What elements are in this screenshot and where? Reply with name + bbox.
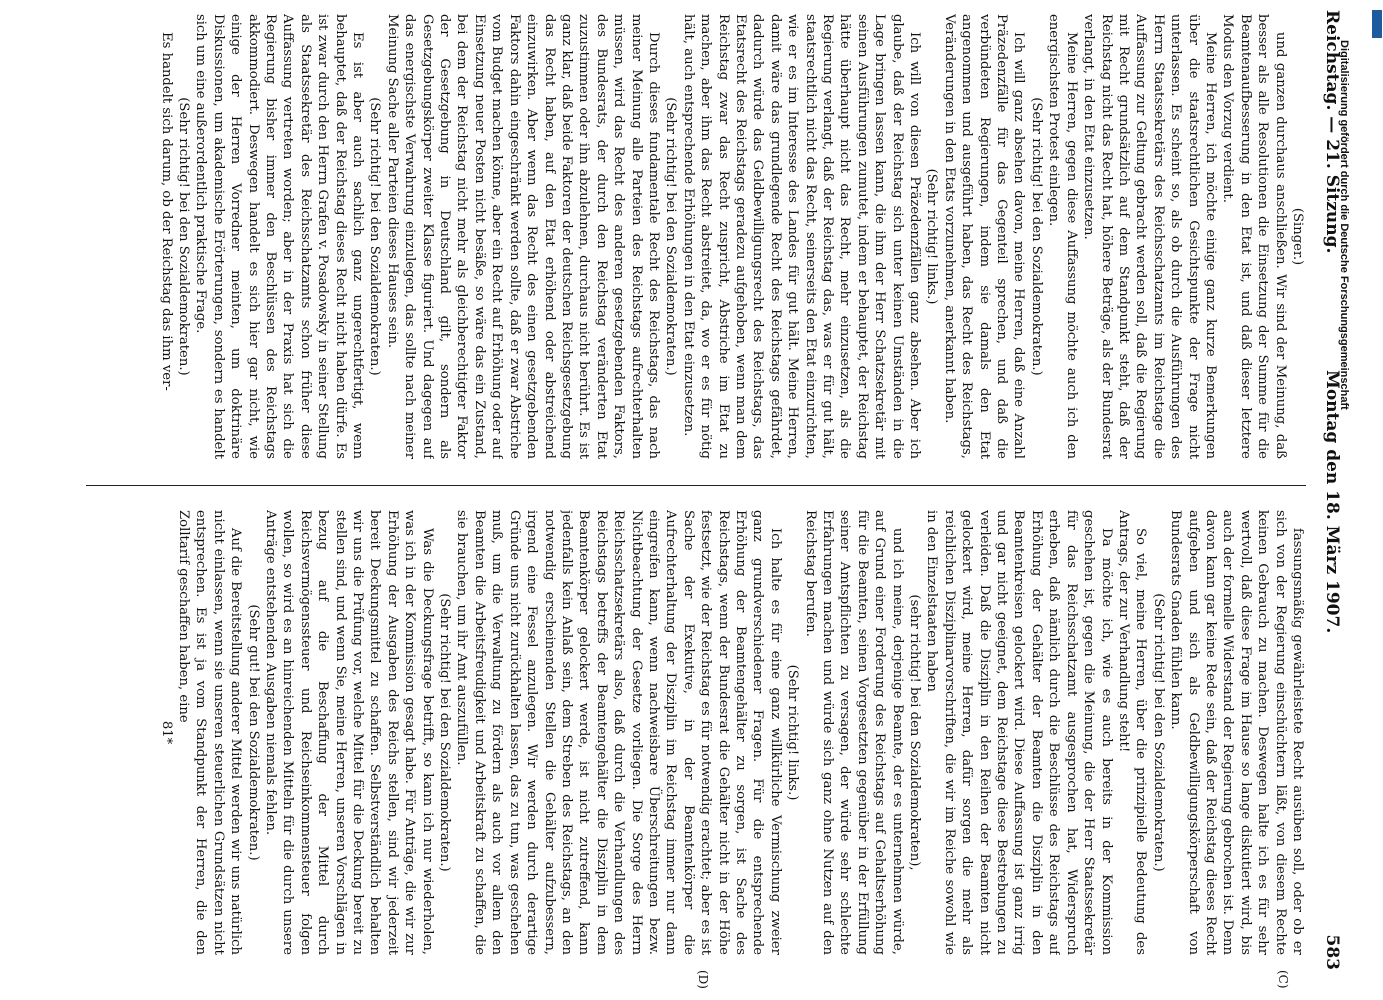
page-number: 583 <box>1322 934 1342 970</box>
paragraph: und ganzen durchaus anschließen. Wir sind der Meinung, daß besser als alle Resolutionen die Einsetzung der Summe für die Beamtenaufbesserung in den Etat ist, und daß dieser letztere Modus den Vorzug verdient. <box>1220 14 1288 459</box>
paragraph: und ich meine, derjenige Beamte, der es unternehmen würde, auf Grund einer Forderung des Reichstags auf Gehaltserhöhung für die Beamten, seinen Vorgesetzten gegenüber in der Erfüllung seiner Amtspflichten zu versagen, der würde sehr schlechte Erfahrungen machen und würde sich ganz ohne Nutzen auf den Reichstag berufen. <box>802 510 905 955</box>
paragraph: Meine Herren, gegen diese Auffassung möchte auch ich den energischsten Protest einlegen. <box>1046 14 1079 459</box>
interjection: (sehr richtig! bei den Sozialdemokraten), <box>907 594 923 871</box>
interjection: (Sehr richtig! links.) <box>785 664 801 801</box>
interjection: (Sehr richtig! bei den Sozialdemokraten.) <box>1028 97 1044 376</box>
paragraph: Es handelt sich darum, ob der Reichstag das ihm ver- <box>158 32 174 391</box>
paragraph: Da möchte ich, wie es auch bereits in der Kommission geschehen ist, gegen die Meinung, die der Herr Staatssekretär für das Reichsschatzamt ausgesprochen hat, Widerspruch erheben, daß nämlich durch die Beschlüsse des Reichstags auf Erhöhung der Gehälter der Beamten die Disziplin in den Beamtenkreisen gelockert wird. Diese Auffassung ist ganz irrig und gar nicht geeignet, dem Reichstage diese Bestrebungen zu verleiden. Daß die Disziplin in den Reihen der Beamten nicht gelockert wird, meine Herren, dafür sorgen die mehr als reichlichen Disziplinarvorschriften, die wir im Reiche sowohl wie in den Einzelstaaten haben <box>924 510 1114 955</box>
paragraph: Ich halte es für eine ganz willkürliche Vermischung zweier ganz grundverschiedener Fragen. Für die entsprechende Erhöhung der Beamtengehälter zu sorgen, ist Sache des Reichstags, wenn der Bundesrat die Gehälter nicht in der Höhe festsetzt, wie der Reichstag es für notwendig erachtet; aber es ist Sache der Exekutive, in der Beamtenkörper die Aufrechterhaltung der Disziplin im Reichstag immer nur dann eingreifen kann, wenn nachweisbare Überschreitungen bezw. Nichtbeachtung der Gesetze vorliegen. Die Sorge des Herrn Reichsschatzsekretärs also, daß durch die Verhandlungen des Reichstags betreffs der Beamtengehälter die Disziplin in dem Beamtenkörper gelockert werde, ist nicht zutreffend, kann jedenfalls kein Anlaß sein, dem Streben des Reichstags, an den notwendig erscheinenden Stellen die Gehälter aufzubessern, irgend eine Fessel anzulegen. Wir werden durch derartige Gründe uns nicht zurückhalten lassen, das zu tun, was geschehen muß, um die Verwaltung zu fördern als auch vor allem den Beamten die Arbeitsfreudigkeit und Arbeitskraft zu schaffen, die sie brauchen, um ihr Amt auszufüllen. <box>454 510 783 955</box>
paragraph: Ich will ganz absehen davon, meine Herren, daß eine Anzahl Präzedenzfälle für das Gegenteil sprechen, und daß die verbündeten Regierungen, indem sie damals den Etat angenommen und ausgeführt haben, das Recht des Reichstags, Veränderungen in den Etats vorzunehmen, anerkannt haben. <box>941 14 1027 459</box>
paragraph: fassungsmäßig gewährleistete Recht ausüben soll, oder ob er sich von der Regierung einschüchtern läßt, von diesem Rechte keinen Gebrauch zu machen. Deswegen halte ich es für sehr wertvoll, daß diese Frage im Hause so lange diskutiert wird, bis auch der formelle Widerstand der Regierung gebrochen ist. Denn davon kann gar keine Rede sein, daß der Reichstag dieses Recht aufgeben und sich als Geldbewilligungskörperschaft von Bundesrats Gnaden fühlen kann. <box>1168 510 1305 955</box>
interjection: (Sehr richtig! bei den Sozialdemokraten.) <box>1150 593 1166 872</box>
paragraph: Ich will von diesen Präzedenzfällen ganz absehen. Aber ich glaube, daß der Reichstag sich unter keinen Umständen in die Lage bringen lassen kann, die ihm der Herr Schatzsekretär mit seinen Ausführungen zumutet, indem er behauptet, der Reichstag hätte überhaupt nicht das Recht, mehr einzusetzen, als die Regierung verlangt, daß der Reichstag das, was er für gut hält, staatsrechtlich nicht das Recht, seinerseits den Etat einzurichten, wie er es im Interesse des Landes für gut hält. Meine Herren, damit wäre das grundlegende Recht des Reichstags gefährdet, dadurch würde das Geldbewilligungsrecht des Reichstags, das Etatsrecht des Reichstags geradezu aufgehoben, wenn man dem Reichstag zwar das Recht zuspricht, Abstriche im Etat zu machen, aber ihm das Recht abstreitet, da, wo er es für nötig hält, auch entsprechende Erhöhungen in den Etat einzusetzen. <box>680 14 923 459</box>
column-divider <box>86 485 1306 486</box>
interjection: 81* <box>158 720 174 745</box>
rotated-page-content <box>60 10 1350 989</box>
left-column <box>76 14 1306 459</box>
paragraph: So viel, meine Herren, über die prinzipielle Bedeutung des Antrags, der zur Verhandlung steht! <box>1115 510 1149 955</box>
interjection: (Singer.) <box>1290 207 1305 266</box>
margin-mark-c: (C) <box>1276 970 1290 989</box>
header-date: Montag den 18. März 1907. <box>1322 370 1342 634</box>
interjection: (Sehr richtig! bei den Sozialdemokraten.) <box>367 97 383 376</box>
interjection: (Sehr richtig! bei den Sozialdemokraten.) <box>437 593 453 872</box>
paragraph: Es ist aber auch sachlich ganz ungerechtfertigt, wenn behauptet, daß der Reichstag dieses Recht nicht haben dürfe. Es ist zwar durch den Herrn Grafen v. Posadowsky in seiner Stellung als Staatssekretär des Reichsschatzamts schon früher diese Auffassung vertreten worden; aber in der Praxis hat sich die Regierung bisher immer den Beschlüssen des Reichstags akkommodiert. Deswegen handelt es sich hier gar nicht, wie einige der Herren Vorredner meinten, um doktrinäre Diskussionen, um akademische Erörterungen, sondern es handelt sich um eine außerordentlich praktische Frage. <box>193 14 366 459</box>
header-left: Reichstag. — 21. Sitzung. <box>1322 10 1342 254</box>
interjection: (Sehr richtig! bei den Sozialdemokraten.) <box>176 97 191 376</box>
margin-mark-d: (D) <box>696 970 710 989</box>
interjection: (Sehr richtig! links.) <box>924 168 940 305</box>
dfg-logo <box>1372 10 1382 38</box>
paragraph: Durch dieses fundamentale Recht des Reichstags, das nach meiner Meinung alle Parteien des Reichstags aufrechterhalten müssen, wird das Recht des anderen gesetzgebenden Faktors, des Bundesrats, der durch den Reichstag veränderten Etat zuzustimmen oder ihn abzulehnen, durchaus nicht berührt. Es ist ganz klar, daß beide Faktoren der deutschen Reichsgesetzgebung das Recht haben, auf den Etat erhöhend oder abstreichend einzuwirken. Aber wenn das Recht des einen gesetzgebenden Faktors dahin eingeschränkt werden sollte, daß er zwar Abstriche vom Budget machen könne, aber ein Recht auf Erhöhung oder auf Einsetzung neuer Posten nicht besäße, so wäre das ein Zustand, bei dem der Reichstag nicht mehr als gleichberechtigter Faktor der Gesetzgebung in Deutschland gilt, sondern als Gesetzgebungskörper zweiter Klasse figuriert. Und dagegen auf das energischste Verwahrung einzulegen, das sollte nach meiner Meinung Sache aller Parteien dieses Hauses sein. <box>384 14 661 459</box>
paragraph: Auf die Bereitstellung anderer Mittel werden wir uns natürlich nicht einlassen, wenn sie unseren steuerlichen Grundsätzen nicht entsprechen. Es ist ja vom Standpunkt der Herren, die den Zolltarif geschaffen haben, eine <box>176 510 244 955</box>
interjection: (Sehr richtig! bei den Sozialdemokraten.) <box>663 97 679 376</box>
paragraph: Was die Deckungsfrage betrifft, so kann ich nur wiederholen, was ich in der Kommission gesagt habe. Für Anträge, die wir zur Erhöhung der Ausgaben des Reichs stellen, sind wir jederzeit bereit Deckungsmittel zu schaffen. Selbstverständlich behalten wir uns die Prüfung vor, welche Mittel für die Deckung bereit zu stellen sind, und wenn Sie, meine Herren, unseren Vorschlägen in bezug auf die Beschaffung der Mittel durch Reichsvermögenssteuer und Reichseinkommensteuer folgen wollen, so wird es an hinreichenden Mitteln für die durch unsere Anträge entstehenden Ausgaben niemals fehlen. <box>263 510 435 955</box>
paragraph: Meine Herren, ich möchte einige ganz kurze Bemerkungen über die staatsrechtlichen Gesichtspunkte der Frage nicht unterlassen. Es scheint so, als ob durch die Ausführungen des Herrn Staatssekretärs des Reichsschatzamts im Reichstage die Auffassung zur Geltung gebracht werden soll, daß die Regierung mit Recht grundsätzlich auf dem Standpunkt steht, daß der Reichstag nicht das Recht hat, höhere Beträge, als der Bundesrat verlangt, in den Etat einzusetzen. <box>1081 14 1218 459</box>
right-column <box>76 510 1306 955</box>
interjection: (Sehr gut! bei den Sozialdemokraten.) <box>245 604 261 861</box>
digitization-credit: Digitalisierung gefördert durch die Deutsche Forschungsgemeinschaft <box>1338 40 1350 410</box>
